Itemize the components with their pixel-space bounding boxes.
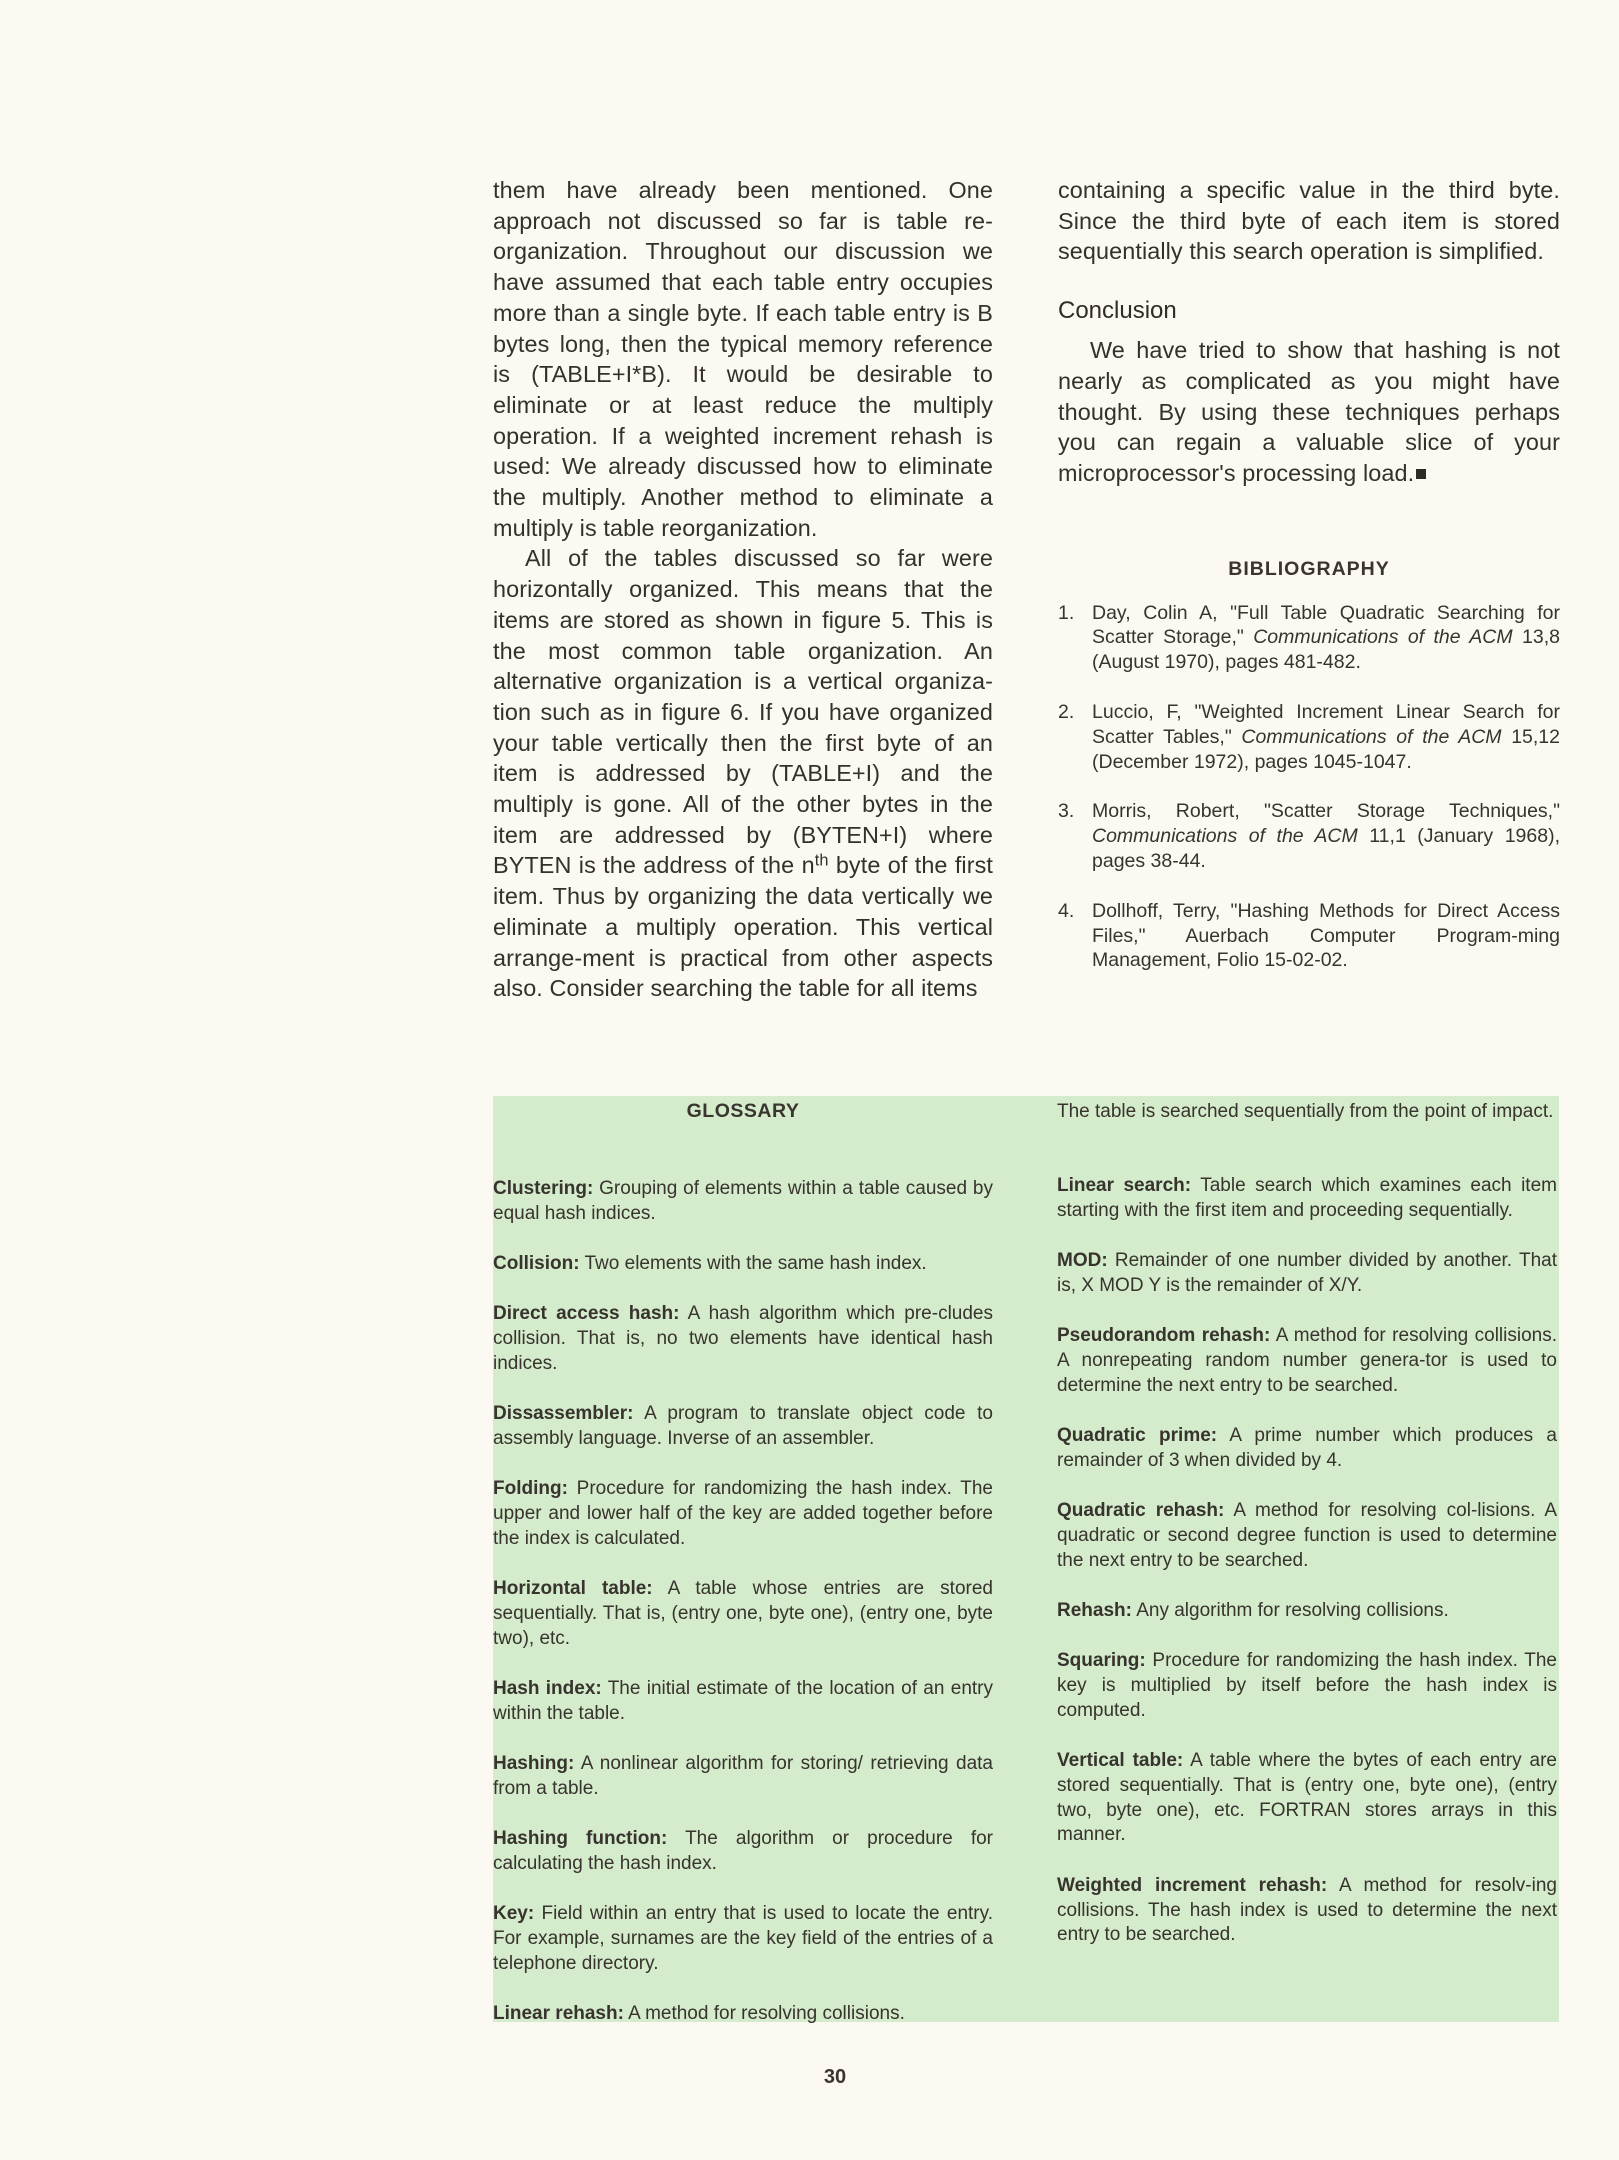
bibliography-author-title: Dollhoff, Terry, "Hashing Methods for Direct Access Files," Auerbach Computer Program-ming Management, Folio 15-02-02. [1092, 899, 1560, 972]
bibliography-entry [1058, 700, 1560, 774]
page-number: 30 [823, 2066, 847, 2088]
right-text-column [1058, 175, 1560, 998]
glossary-definition: Field within an entry that is used to locate the entry. For example, surnames are the key field of the entries of a telephone directory. [493, 1903, 993, 1975]
bibliography-journal: Communications of the ACM [1241, 725, 1502, 748]
glossary-term: MOD: [1057, 1249, 1108, 1271]
glossary-term: Hashing: [493, 1753, 575, 1775]
conclusion-text: We have tried to show that hashing is not nearly as complicated as you might have thought. By using these techniques perhaps you can regain a valuable slice of your microprocessor's processing load. [1058, 337, 1560, 486]
glossary-term: Folding: [493, 1478, 568, 1500]
bibliography-number: 3. [1058, 800, 1075, 823]
left-text-column [493, 175, 993, 1004]
glossary-entry [493, 1677, 993, 1727]
glossary-entry [1057, 1174, 1557, 1224]
glossary-term: Squaring: [1057, 1650, 1146, 1672]
bibliography-details: 13,8 (August 1970), pages 481-482. [1092, 626, 1560, 674]
glossary-entry [1057, 1499, 1557, 1573]
glossary-term: Rehash: [1057, 1599, 1132, 1621]
glossary-entry [493, 1252, 993, 1277]
glossary-title: GLOSSARY [686, 1100, 800, 1122]
glossary-term: Hash index: [493, 1678, 602, 1700]
glossary-definition: Remainder of one number divided by another. That is, X MOD Y is the remainder of X/Y. [1057, 1249, 1557, 1296]
bibliography-details: 15,12 (December 1972), pages 1045-1047. [1092, 725, 1561, 773]
glossary-left-list [493, 1177, 993, 2027]
glossary-term: Hashing function: [493, 1828, 668, 1850]
glossary-term: Linear search: [1057, 1174, 1192, 1196]
glossary-definition: A program to translate object code to assembly language. Inverse of an assembler. [493, 1403, 993, 1450]
glossary-term: Vertical table: [1057, 1750, 1184, 1772]
bibliography-entry [1058, 799, 1560, 873]
glossary-definition: A method for resolving collisions. [623, 2003, 905, 2025]
bibliography-text [1092, 899, 1560, 973]
glossary-entry [493, 1577, 993, 1651]
glossary-term: Quadratic rehash: [1057, 1499, 1225, 1521]
glossary-definition: Procedure for randomizing the hash index. The upper and lower half of the key are added together before the index is calculated. [493, 1478, 993, 1549]
glossary-term: Weighted increment rehash: [1057, 1874, 1328, 1896]
glossary-definition: Any algorithm for resolving collisions. [1131, 1599, 1449, 1621]
glossary-left-column [493, 1096, 993, 2053]
end-mark-icon [1416, 469, 1426, 479]
glossary-continuation: The table is searched sequentially from the point of impact. [1057, 1101, 1554, 1122]
glossary-entry [493, 2002, 993, 2027]
glossary-definition: A table whose entries are stored sequentially. That is, (entry one, byte one), (entry one, byte two), etc. [493, 1578, 993, 1649]
glossary-term: Direct access hash: [493, 1303, 680, 1325]
glossary-right-column [1057, 1096, 1557, 1974]
bibliography-number: 2. [1058, 701, 1075, 724]
glossary-right-list [1057, 1174, 1557, 1948]
bibliography-text [1092, 700, 1560, 774]
glossary-term: Quadratic prime: [1057, 1424, 1218, 1446]
glossary-term: Dissassembler: [493, 1403, 634, 1425]
left-paragraph-2-part-b: byte of the first item. Thus by organizing the data vertically we eliminate a multiply operation. This vertical arrange-ment is practical from other aspects also. Consider searching the table for all items [493, 852, 994, 1002]
glossary-definition: Grouping of elements within a table caused by equal hash indices. [493, 1178, 993, 1224]
glossary-term: Linear rehash: [493, 2003, 624, 2025]
glossary-entry [1057, 1324, 1557, 1398]
bibliography-number: 1. [1058, 601, 1075, 624]
glossary-term: Horizontal table: [493, 1578, 653, 1600]
right-paragraph-1: containing a specific value in the third byte. Since the third byte of each item is stored sequentially this search operation is simplified. [1058, 177, 1560, 265]
bibliography-journal: Communications of the ACM [1253, 626, 1513, 649]
glossary-definition: Procedure for randomizing the hash index. The key is multiplied by itself before the hash index is computed. [1057, 1650, 1557, 1721]
glossary-entry [1057, 1249, 1557, 1299]
glossary-definition: A method for resolv-ing collisions. The hash index is used to determine the next entry to be searched. [1057, 1874, 1557, 1946]
bibliography-number: 4. [1058, 899, 1075, 922]
glossary-term: Collision: [493, 1253, 580, 1275]
glossary-entry [493, 1827, 993, 1877]
bibliography-author-title: Luccio, F, "Weighted Increment Linear Search for Scatter Tables," [1092, 701, 1560, 748]
glossary-entry [1057, 1649, 1557, 1723]
glossary-entry [1057, 1874, 1557, 1948]
glossary-definition: A hash algorithm which pre-cludes collision. That is, no two elements have identical hash indices. [493, 1303, 993, 1374]
glossary-entry [493, 1477, 993, 1551]
glossary-entry [493, 1902, 993, 1976]
glossary-entry [1057, 1599, 1557, 1624]
bibliography-author-title: Day, Colin A, "Full Table Quadratic Searching for Scatter Storage," [1092, 601, 1560, 649]
left-paragraph-2 [493, 543, 993, 1004]
left-paragraph-1: them have already been mentioned. One approach not discussed so far is table re-organization. Throughout our discussion we have assumed that each table entry occupies more than a single byte. If each table entry is B bytes long, then the typical memory reference is (TABLE+I*B). It would be desirable to eliminate or at least reduce the multiply operation. If a weighted increment rehash is used: We already discussed how to eliminate the multiply. Another method to eliminate a multiply is table reorganization. [493, 177, 993, 541]
glossary-definition: A method for resolving col-lisions. A quadratic or second degree function is used to determine the next entry to be searched. [1057, 1499, 1557, 1571]
conclusion-paragraph [1058, 335, 1560, 489]
glossary-definition: Two elements with the same hash index. [579, 1253, 927, 1275]
left-paragraph-2-part-a: All of the tables discussed so far were horizontally organized. This means that the items are stored as shown in figure 5. This is the most common table organization. An alternative organization is a vertical organiza-tion such as in figure 6. If you have organized your table vertically then the first byte of an item is addressed by (TABLE+I) and the multiply is gone. All of the other bytes in the item are addressed by (BYTEN+I) where BYTEN is the address of the n [493, 545, 993, 879]
glossary-definition: A method for resolving collisions. A nonrepeating random number genera-tor is used to determine the next entry to be searched. [1057, 1324, 1557, 1396]
glossary-entry [493, 1752, 993, 1802]
glossary-definition: A prime number which produces a remainder of 3 when divided by 4. [1057, 1424, 1557, 1471]
glossary-definition: A table where the bytes of each entry are stored sequentially. That is (entry one, byte one), (entry two, byte one), etc. FORTRAN stores arrays in this manner. [1057, 1750, 1558, 1846]
conclusion-heading: Conclusion [1058, 297, 1177, 325]
glossary-entry [493, 1177, 993, 1227]
glossary-box [493, 1096, 1559, 2025]
glossary-term: Pseudorandom rehash: [1057, 1324, 1271, 1346]
glossary-definition: Table search which examines each item starting with the first item and proceeding sequentially. [1057, 1174, 1557, 1221]
bibliography-entry [1058, 601, 1560, 675]
bibliography-author-title: Morris, Robert, "Scatter Storage Techniques," [1092, 800, 1560, 823]
bibliography-text [1092, 601, 1560, 675]
bibliography-title: BIBLIOGRAPHY [1228, 557, 1390, 580]
glossary-definition: The initial estimate of the location of an entry within the table. [493, 1678, 993, 1724]
glossary-term: Clustering: [493, 1178, 594, 1199]
glossary-definition: A nonlinear algorithm for storing/ retrieving data from a table. [493, 1753, 993, 1800]
bibliography-entry [1058, 899, 1560, 973]
bibliography-details: 11,1 (January 1968), pages 38-44. [1092, 825, 1560, 872]
glossary-entry [493, 1302, 993, 1376]
glossary-entry [1057, 1424, 1557, 1474]
bibliography-text [1092, 799, 1560, 873]
glossary-entry [1057, 1749, 1557, 1848]
glossary-term: Key: [493, 1903, 535, 1925]
glossary-definition: The algorithm or procedure for calculating the hash index. [493, 1828, 993, 1875]
superscript-nth: th [814, 852, 829, 871]
glossary-entry [493, 1402, 993, 1452]
bibliography-journal: Communications of the ACM [1092, 825, 1358, 848]
